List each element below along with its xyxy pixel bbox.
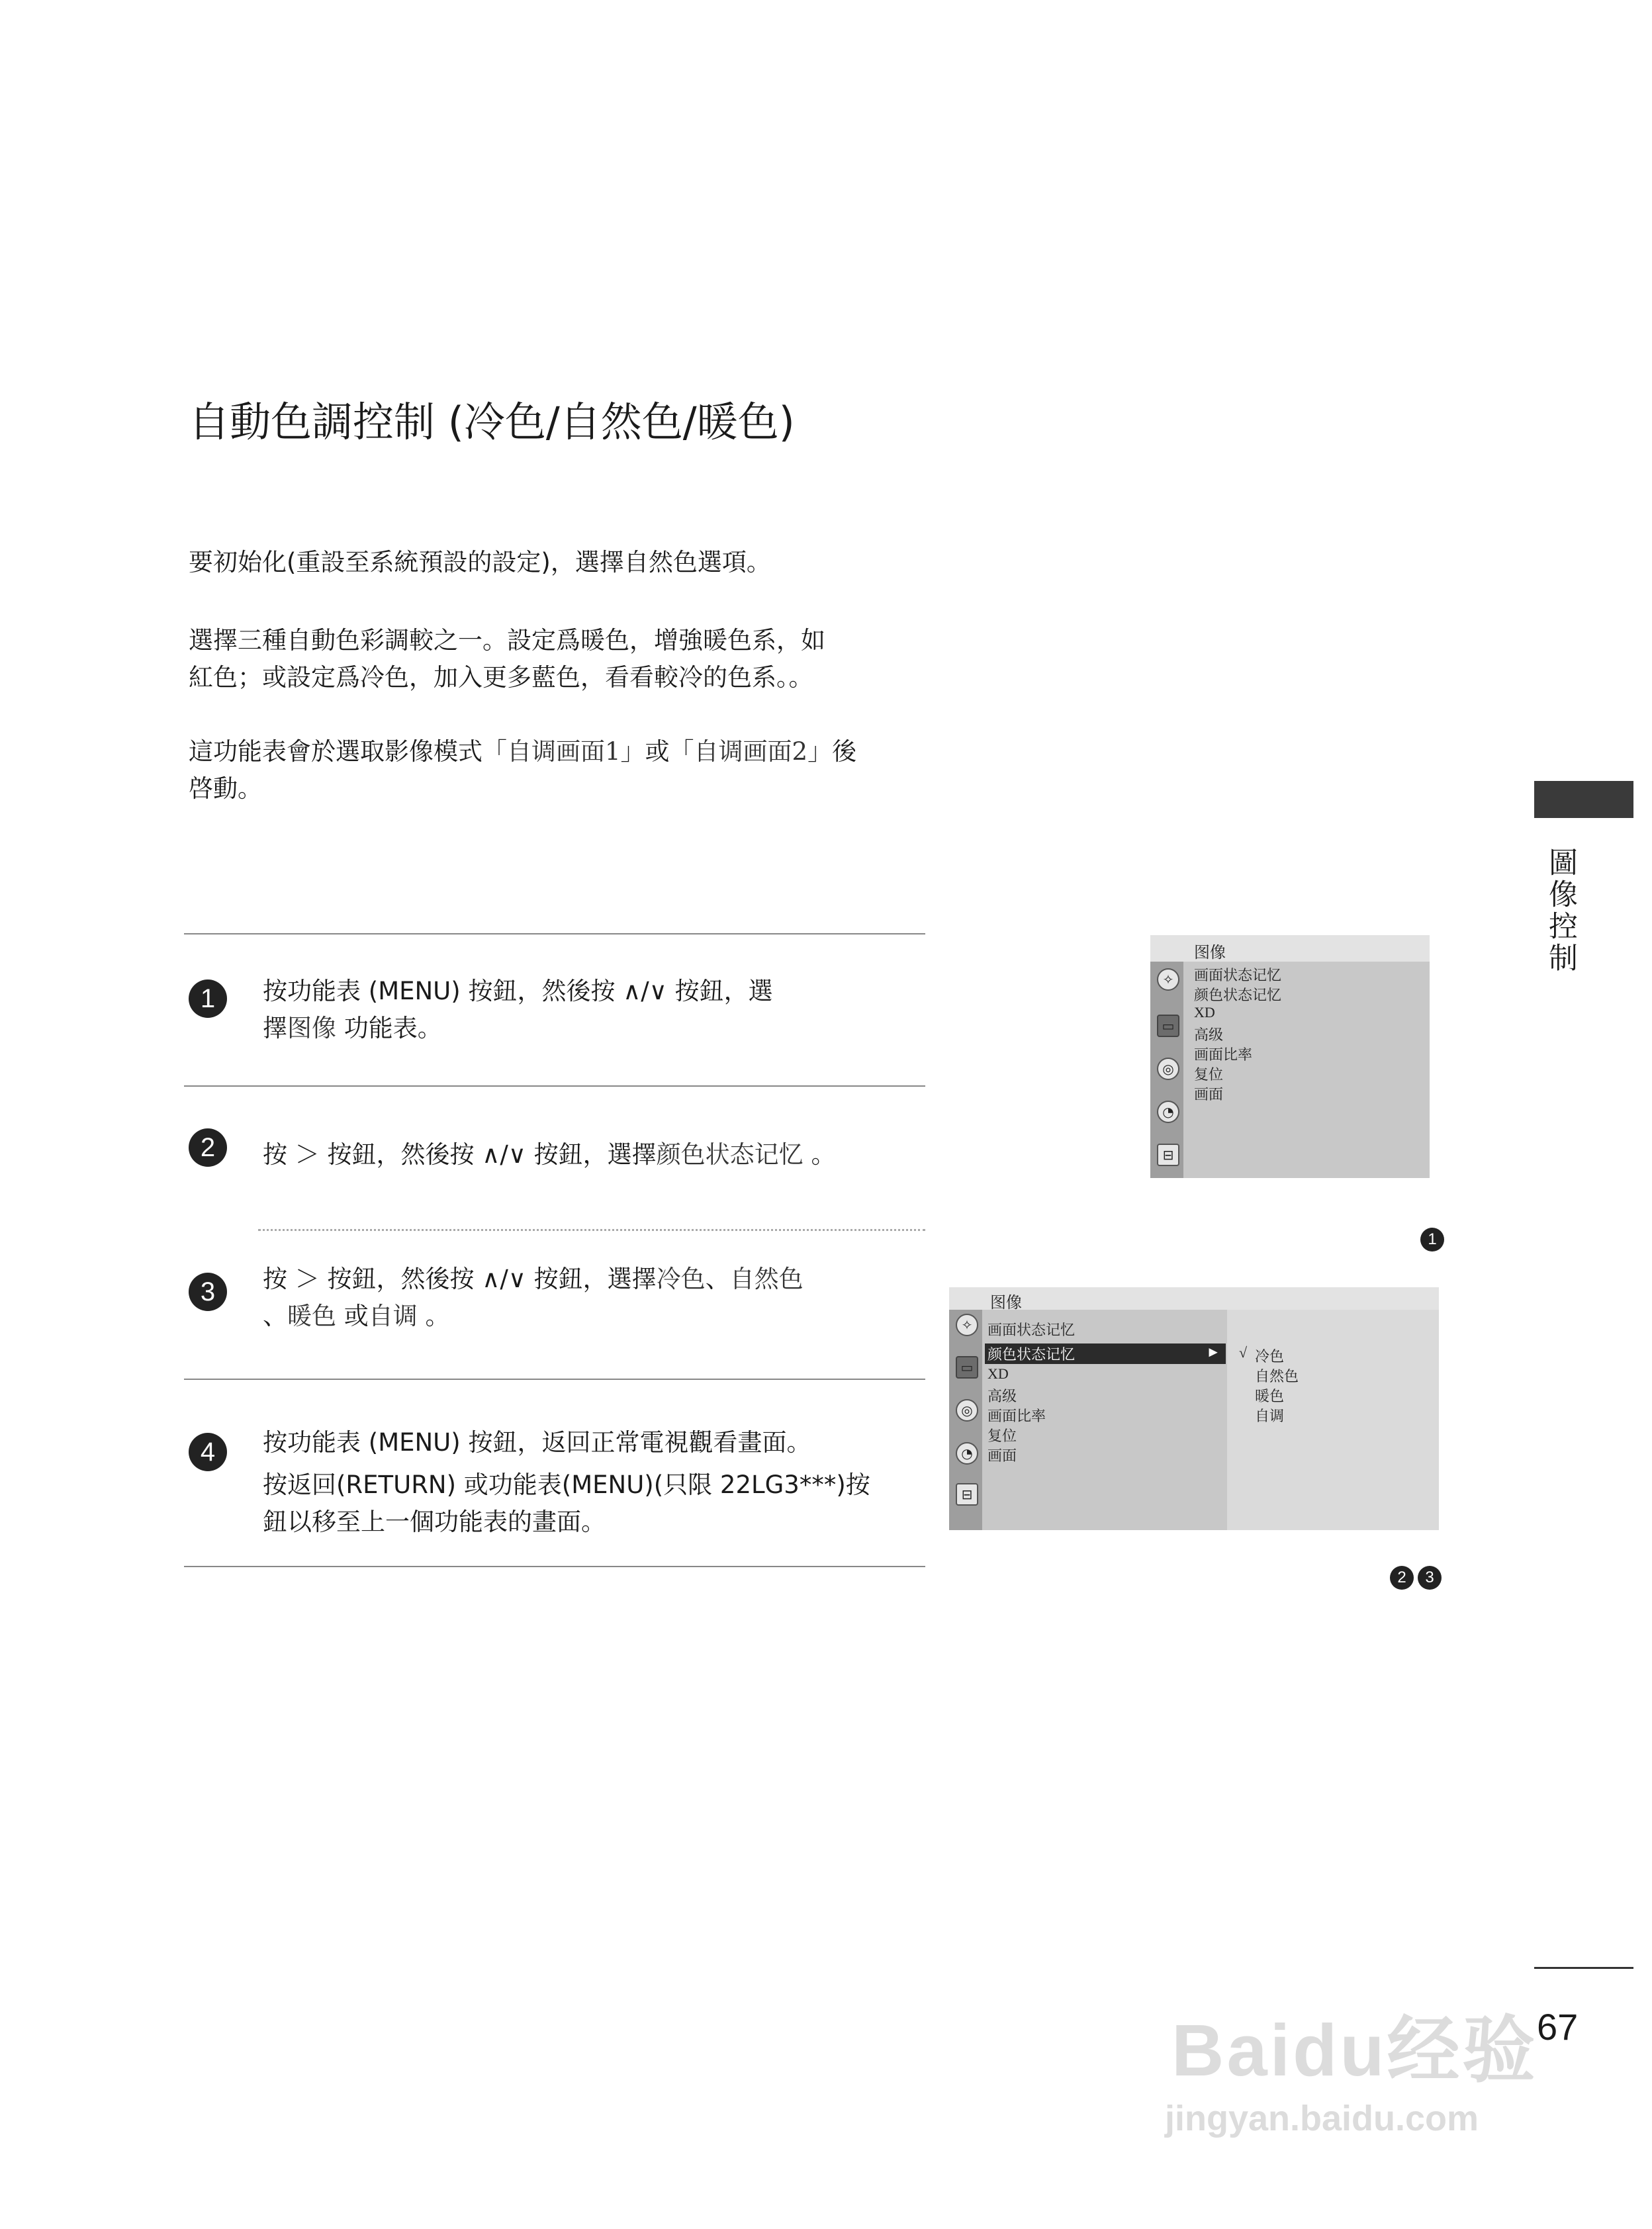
osd-menu-2-item-1: 颜色状态记忆 [987,1346,1076,1363]
step-2-menu-item: 颜色状态记忆 [656,1140,803,1169]
watermark-logo: Baidu经验 [1171,2010,1538,2091]
watermark-url: jingyan.baidu.com [1165,2099,1479,2138]
step-4-text [263,1424,931,1541]
osd-menu-2-item-2[interactable]: XD [987,1365,1009,1382]
page-title: 自動色調控制 (冷色/自然色/暖色) [189,398,795,446]
osd-menu-1 [1150,935,1430,1178]
audio-icon[interactable]: ◎ [1157,1058,1179,1080]
osd-menu-1-item-5[interactable]: 复位 [1194,1066,1224,1083]
picture-icon[interactable]: ✧ [956,1314,978,1336]
submenu-option-3[interactable]: 自调 [1255,1408,1285,1424]
caption-badge-3: 3 [1418,1566,1442,1590]
submenu-option-0[interactable]: 冷色 [1255,1348,1285,1365]
step-2-line-1-a: 按 ＞ 按鈕，然後按 ∧/∨ 按鈕，選擇 [263,1140,657,1169]
step-divider-top [184,933,925,934]
osd-menu-1-item-4[interactable]: 画面比率 [1194,1046,1253,1063]
step-1-text [263,973,931,1047]
step-3-number-badge: 3 [189,1273,227,1311]
step-4-number-badge: 4 [189,1433,227,1471]
osd-menu-2-item-6[interactable]: 画面 [987,1447,1017,1464]
clock-icon[interactable]: ◔ [956,1442,978,1465]
step-1-menu-name: 图像 [287,1014,336,1042]
option-icon[interactable]: ⊟ [1157,1144,1179,1166]
step-3-or: 或 [336,1302,369,1330]
submenu-option-1[interactable]: 自然色 [1255,1368,1299,1385]
step-1-line-2-a: 擇 [263,1014,287,1042]
intro-p3-text-e: 」後 [807,737,857,766]
osd-menu-1-item-3[interactable]: 高级 [1194,1026,1224,1043]
osd-menu-1-item-1[interactable]: 颜色状态记忆 [1194,987,1282,1003]
osd-menu-2-item-4[interactable]: 画面比率 [987,1408,1046,1424]
osd-menu-2-item-3[interactable]: 高级 [987,1388,1017,1404]
intro-paragraph-2 [189,622,930,696]
right-arrow-icon: ► [1206,1343,1220,1360]
clock-icon[interactable]: ◔ [1157,1101,1179,1123]
osd-menu-2 [949,1287,1439,1530]
intro-paragraph-2-line-1: 選擇三種自動色彩調較之一。設定爲暖色，增強暖色系，如 [189,626,825,655]
step-2-number-badge: 2 [189,1128,227,1167]
screen-icon[interactable]: ▭ [956,1356,978,1379]
step-3-option-user: 自调 [368,1302,418,1330]
osd-menu-2-item-1-highlighted[interactable] [985,1343,1226,1364]
step-divider-1 [184,1085,925,1087]
osd-menu-1-item-0[interactable]: 画面状态记忆 [1194,967,1282,983]
step-3-option-cool: 冷色 [656,1265,706,1293]
submenu-option-2[interactable]: 暖色 [1255,1388,1285,1404]
step-1-number-badge: 1 [189,979,227,1018]
step-2-text [263,1136,931,1173]
step-3-sep-2: 、 [263,1302,287,1330]
osd-menu-2-icon-column [949,1310,982,1530]
osd-menu-1-item-2[interactable]: XD [1194,1004,1215,1021]
step-2-line-1-c: 。 [803,1140,836,1169]
osd-menu-1-item-6[interactable]: 画面 [1194,1086,1224,1103]
step-3-text [263,1261,931,1335]
intro-p3-text-c: 」或「 [620,737,694,766]
step-4-line-3: 鈕以移至上一個功能表的畫面。 [263,1508,606,1536]
osd-menu-1-icon-column [1150,962,1183,1178]
osd-submenu-panel [1227,1310,1439,1530]
step-divider-dotted [258,1229,925,1231]
option-icon[interactable]: ⊟ [956,1483,978,1506]
section-tab-label: 圖像控制 [1543,847,1577,974]
osd-menu-2-caption [1386,1566,1442,1590]
audio-icon[interactable]: ◎ [956,1399,978,1422]
intro-paragraph-3 [189,733,930,807]
step-3-sep-1: 、 [705,1265,730,1293]
picture-icon[interactable]: ✧ [1157,968,1179,991]
osd-menu-1-caption [1416,1228,1444,1251]
caption-badge-2: 2 [1390,1566,1414,1590]
osd-menu-1-header: 图像 [1194,944,1226,962]
step-4-line-1: 按功能表 (MENU) 按鈕，返回正常電視觀看畫面。 [263,1428,811,1457]
step-3-line-1-a: 按 ＞ 按鈕，然後按 ∧/∨ 按鈕，選擇 [263,1265,657,1293]
screen-icon[interactable]: ▭ [1157,1015,1179,1037]
step-1-line-2-c: 功能表。 [336,1014,442,1042]
step-divider-3 [184,1379,925,1380]
intro-paragraph-3-line-2: 啓動。 [189,774,262,803]
osd-menu-2-item-5[interactable]: 复位 [987,1428,1017,1444]
step-divider-bottom [184,1566,925,1567]
intro-p3-text-a: 這功能表會於選取影像模式「 [189,737,507,766]
step-3-option-warm: 暖色 [287,1302,336,1330]
osd-menu-2-item-0[interactable]: 画面状态记忆 [987,1322,1076,1338]
page-number-rule [1534,1967,1633,1969]
intro-paragraph-1: 要初始化(重設至系統預設的設定)，選擇自然色選項。 [189,548,771,576]
intro-p3-mode-1: 自调画面1 [507,737,621,766]
page-number: 67 [1537,2006,1579,2048]
section-tab-marker [1534,781,1633,818]
step-4-line-2: 按返回(RETURN) 或功能表(MENU)(只限 22LG3***)按 [263,1471,870,1499]
checkmark-icon: √ [1239,1344,1248,1361]
step-1-line-1: 按功能表 (MENU) 按鈕，然後按 ∧/∨ 按鈕，選 [263,977,773,1005]
caption-badge-1: 1 [1420,1228,1444,1251]
step-3-option-natural: 自然色 [729,1265,803,1293]
step-3-end: 。 [417,1302,450,1330]
osd-menu-2-header: 图像 [990,1295,1022,1312]
intro-p3-mode-2: 自调画面2 [694,737,808,766]
intro-paragraph-2-line-2: 紅色；或設定爲冷色，加入更多藍色，看看較冷的色系。。 [189,663,813,692]
